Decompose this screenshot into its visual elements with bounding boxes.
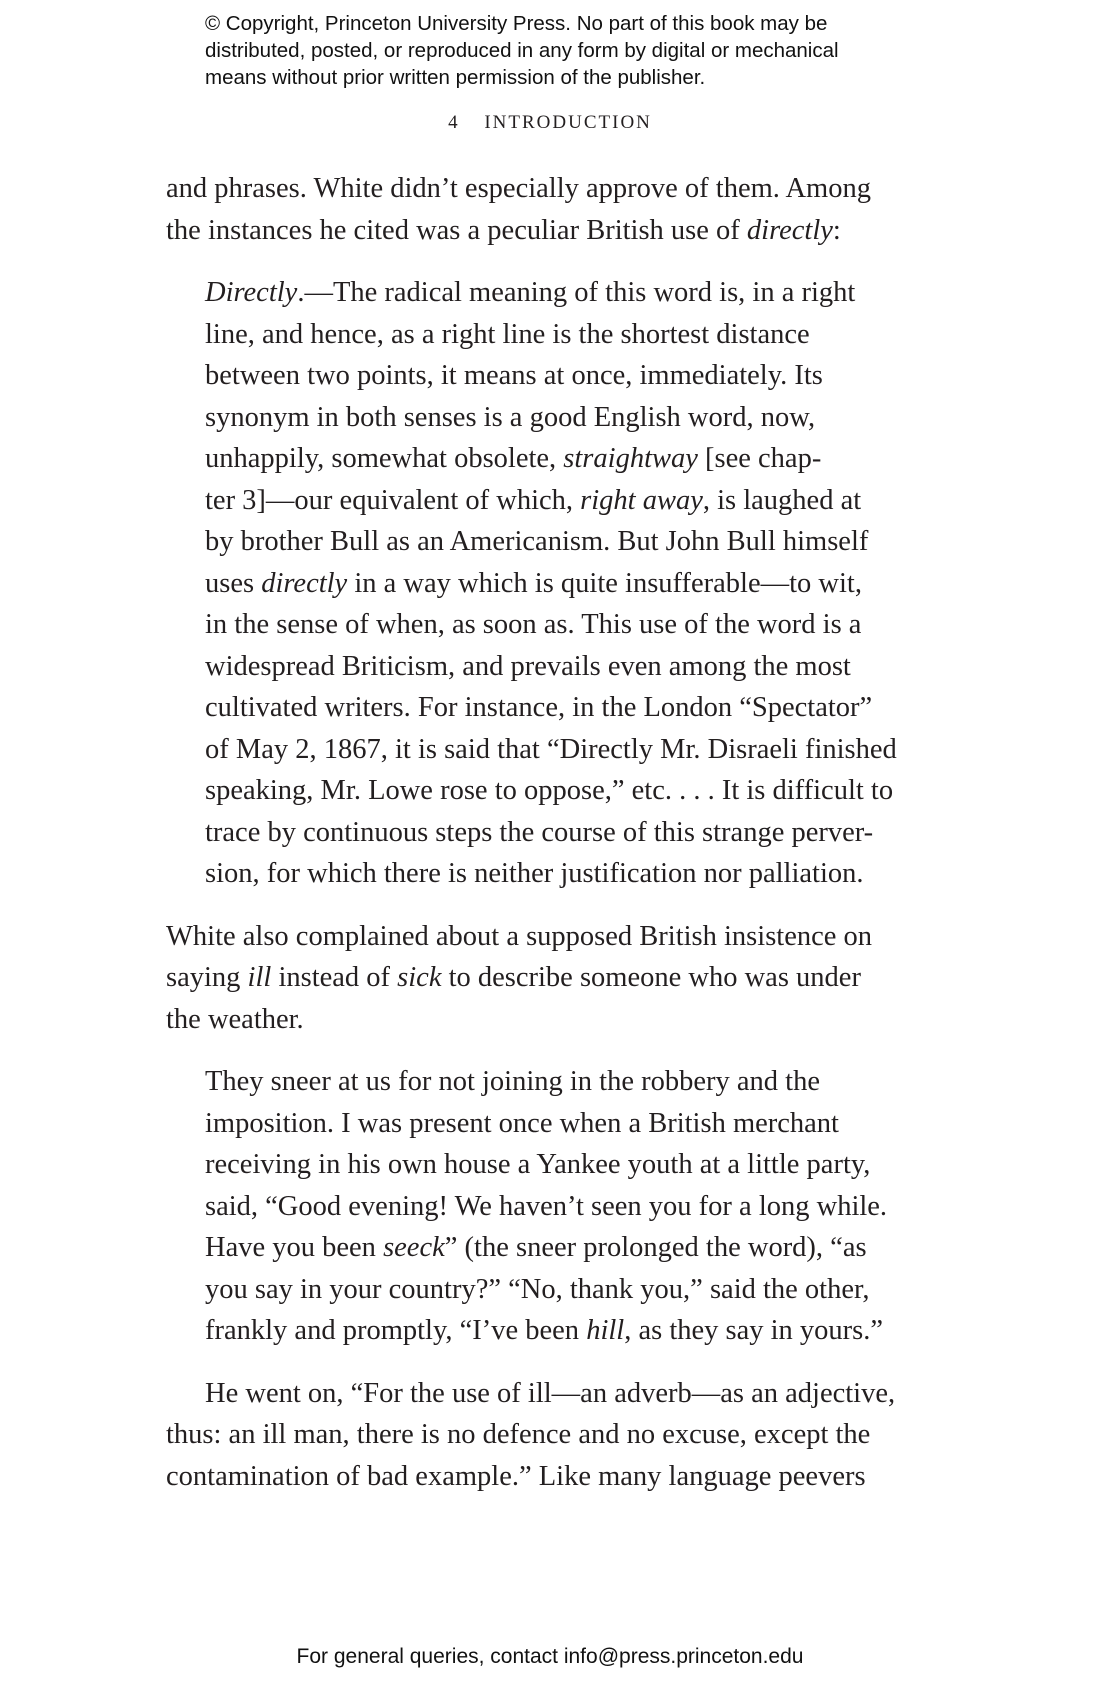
text-line: the instances he cited was a peculiar British use of directly: — [166, 214, 841, 246]
text-line: between two points, it means at once, immediately. Its — [205, 360, 823, 391]
text-line: you say in your country?” “No, thank you,” said the other, — [205, 1273, 870, 1305]
text-line: line, and hence, as a right line is the shortest distance — [205, 318, 810, 350]
text-line: of May 2, 1867, it is said that “Directly Mr. Disraeli finished — [205, 733, 897, 765]
italic-term: hill — [586, 1315, 625, 1346]
text-line: and phrases. White didn’t especially approve of them. Among — [166, 173, 871, 204]
text-line: Directly.—The radical meaning of this word is, in a right — [205, 277, 856, 308]
text-line: They sneer at us for not joining in the robbery and the — [205, 1066, 820, 1097]
text-line: said, “Good evening! We haven’t seen you for a long while. — [205, 1190, 888, 1222]
copyright-notice — [205, 10, 925, 91]
running-head-title: INTRODUCTION — [484, 112, 652, 133]
running-head — [0, 112, 1100, 134]
italic-term: sick — [397, 962, 442, 993]
copyright-notice-line: distributed, posted, or reproduced in any form by digital or mechanical — [205, 39, 839, 62]
quote-paragraph — [205, 272, 895, 895]
text-line: speaking, Mr. Lowe rose to oppose,” etc. . . . It is difficult to — [205, 775, 894, 806]
text-line: in the sense of when, as soon as. This use of the word is a — [205, 609, 862, 640]
text-line: the weather. — [166, 1003, 304, 1035]
body-text — [166, 168, 933, 1497]
paragraph — [166, 916, 933, 1041]
text-line: uses directly in a way which is quite insufferable—to wit, — [205, 567, 862, 599]
italic-term: directly — [746, 214, 833, 246]
text-line: Have you been seeck” (the sneer prolonged the word), “as — [205, 1232, 867, 1263]
text-line: saying ill instead of sick to describe someone who was under — [166, 962, 861, 993]
text-line: cultivated writers. For instance, in the London “Spectator” — [205, 692, 873, 723]
text-line: sion, for which there is neither justification nor palliation. — [205, 858, 864, 889]
copyright-notice-line: means without prior written permission of the publisher. — [205, 66, 706, 89]
italic-term: directly — [261, 567, 348, 599]
footer-contact: For general queries, contact info@press.princeton.edu — [296, 1645, 804, 1668]
italic-term: straightway — [563, 443, 698, 474]
text-line: ter 3]—our equivalent of which, right away, is laughed at — [205, 484, 862, 516]
text-line: synonym in both senses is a good English word, now, — [205, 401, 816, 433]
text-line: receiving in his own house a Yankee youth at a little party, — [205, 1149, 871, 1180]
text-line: thus: an ill man, there is no defence and no excuse, except the — [166, 1419, 871, 1450]
italic-term: ill — [247, 962, 272, 993]
italic-term: right away — [580, 484, 703, 516]
text-line: by brother Bull as an Americanism. But John Bull himself — [205, 526, 869, 557]
paragraph — [166, 168, 933, 251]
italic-term: Directly — [205, 277, 298, 308]
text-line: unhappily, somewhat obsolete, straightway [see chap- — [205, 443, 822, 474]
paragraph — [166, 1373, 933, 1498]
copyright-notice-line: © Copyright, Princeton University Press. No part of this book may be — [205, 12, 828, 35]
text-line: widespread Briticism, and prevails even among the most — [205, 650, 851, 682]
quote-paragraph — [205, 1061, 895, 1352]
text-line: trace by continuous steps the course of this strange perver- — [205, 816, 874, 848]
text-line: frankly and promptly, “I’ve been hill, as they say in yours.” — [205, 1315, 884, 1346]
text-line: White also complained about a supposed British insistence on — [166, 920, 873, 952]
italic-term: seeck — [383, 1232, 445, 1263]
text-line: imposition. I was present once when a British merchant — [205, 1107, 839, 1139]
text-line: contamination of bad example.” Like many language peevers — [166, 1460, 866, 1492]
block-quote — [205, 272, 895, 895]
page-number: 4 — [448, 112, 458, 133]
text-line: He went on, “For the use of ill—an adverb—as an adjective, — [205, 1377, 896, 1409]
block-quote — [205, 1061, 895, 1352]
